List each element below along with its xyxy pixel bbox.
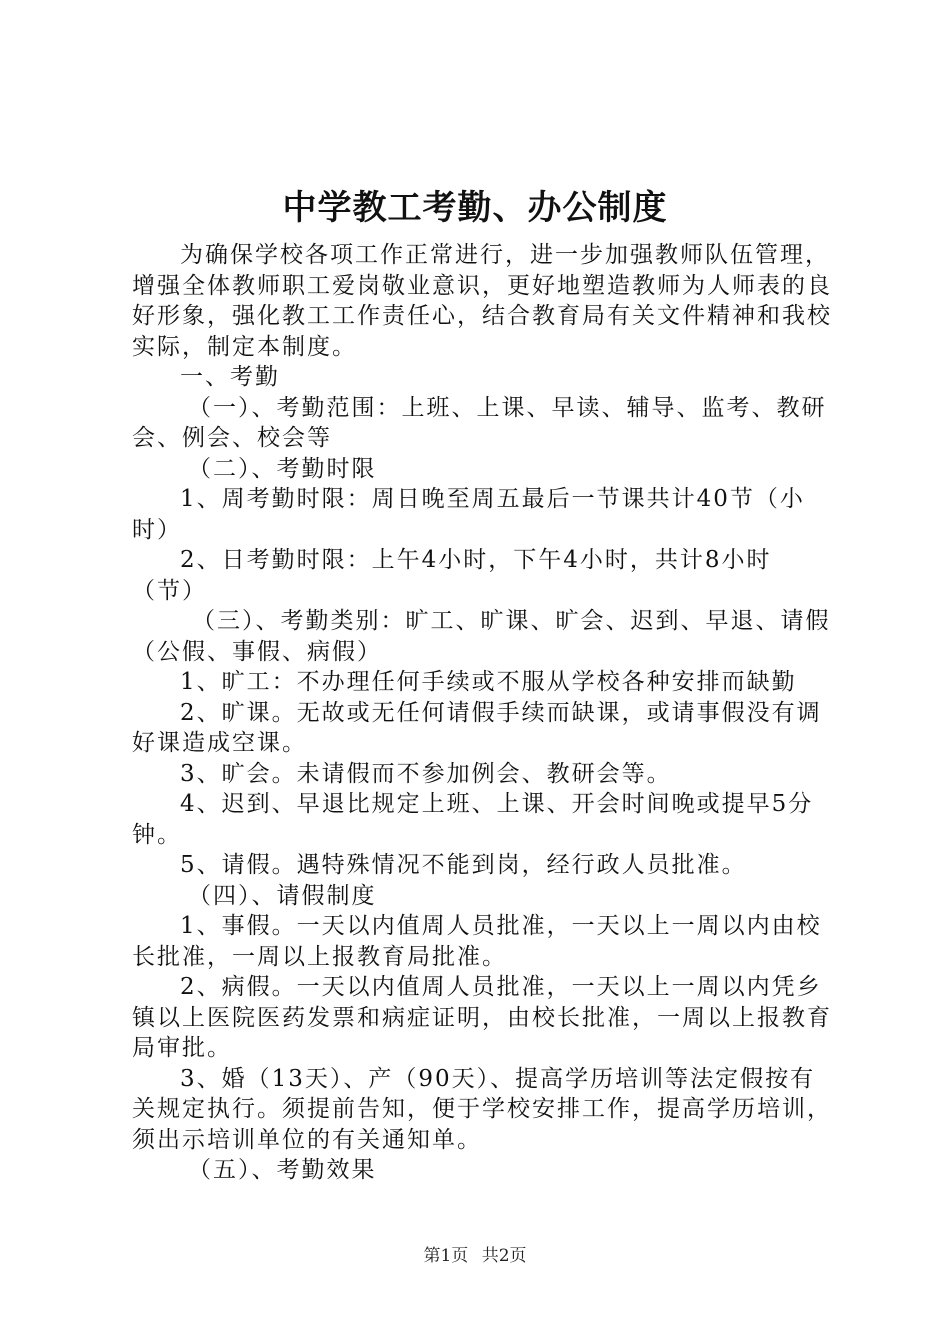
paragraph-personal-leave: 1、事假。一天以内值周人员批准，一天以上一周以内由校长批准，一周以上报教育局批准。 (132, 913, 822, 970)
section-heading-attendance: 一、考勤 (180, 364, 280, 390)
paragraph-absent-class: 2、旷课。无故或无任何请假手续而缺课，或请事假没有调好课造成空课。 (132, 699, 822, 756)
page-total: 共2页 (481, 1246, 527, 1266)
document-body (132, 240, 832, 1186)
subheading-attendance-effect: （五）、考勤效果 (188, 1157, 377, 1183)
paragraph-late-early: 4、迟到、早退比规定上班、上课、开会时间晚或提早5分钟。 (132, 791, 814, 848)
subheading-attendance-period: （二）、考勤时限 (188, 455, 377, 482)
paragraph-absent-work: 1、旷工：不办理任何手续或不服从学校各种安排而缺勤 (180, 669, 797, 695)
document-title: 中学教工考勤、办公制度 (282, 188, 668, 228)
paragraph-statutory-leave: 3、婚（13天）、产（90天）、提高学历培训等法定假按有关规定执行。须提前告知，便于学校安排工作，提高学历培训，须出示培训单位的有关通知单。 (132, 1065, 832, 1153)
paragraph-intro: 为确保学校各项工作正常进行，进一步加强教师队伍管理，增强全体教师职工爱岗敬业意识，更好地塑造教师为人师表的良好形象，强化教工工作责任心，结合教育局有关文件精神和我校实际，制定本制度。 (132, 242, 832, 360)
paragraph-attendance-types: （三）、考勤类别：旷工、旷课、旷会、迟到、早退、请假（公假、事假、病假） (132, 608, 831, 665)
paragraph-attendance-scope: （一）、考勤范围：上班、上课、早读、辅导、监考、教研会、例会、校会等 (132, 394, 827, 451)
subheading-leave-policy: （四）、请假制度 (188, 882, 377, 909)
page-number: 第1页 (423, 1246, 469, 1266)
page-footer (0, 1244, 950, 1268)
paragraph-sick-leave: 2、病假。一天以内值周人员批准，一天以上一周以内凭乡镇以上医院医药发票和病症证明，由校长批准，一周以上报教育局审批。 (132, 974, 832, 1061)
paragraph-absent-meeting: 3、旷会。未请假而不参加例会、教研会等。 (180, 760, 672, 787)
paragraph-leave: 5、请假。遇特殊情况不能到岗，经行政人员批准。 (180, 852, 747, 878)
paragraph-daily-period: 2、日考勤时限：上午4小时，下午4小时，共计8小时（节） (132, 547, 772, 604)
paragraph-weekly-period: 1、周考勤时限：周日晚至周五最后一节课共计40节（小时） (132, 486, 805, 543)
